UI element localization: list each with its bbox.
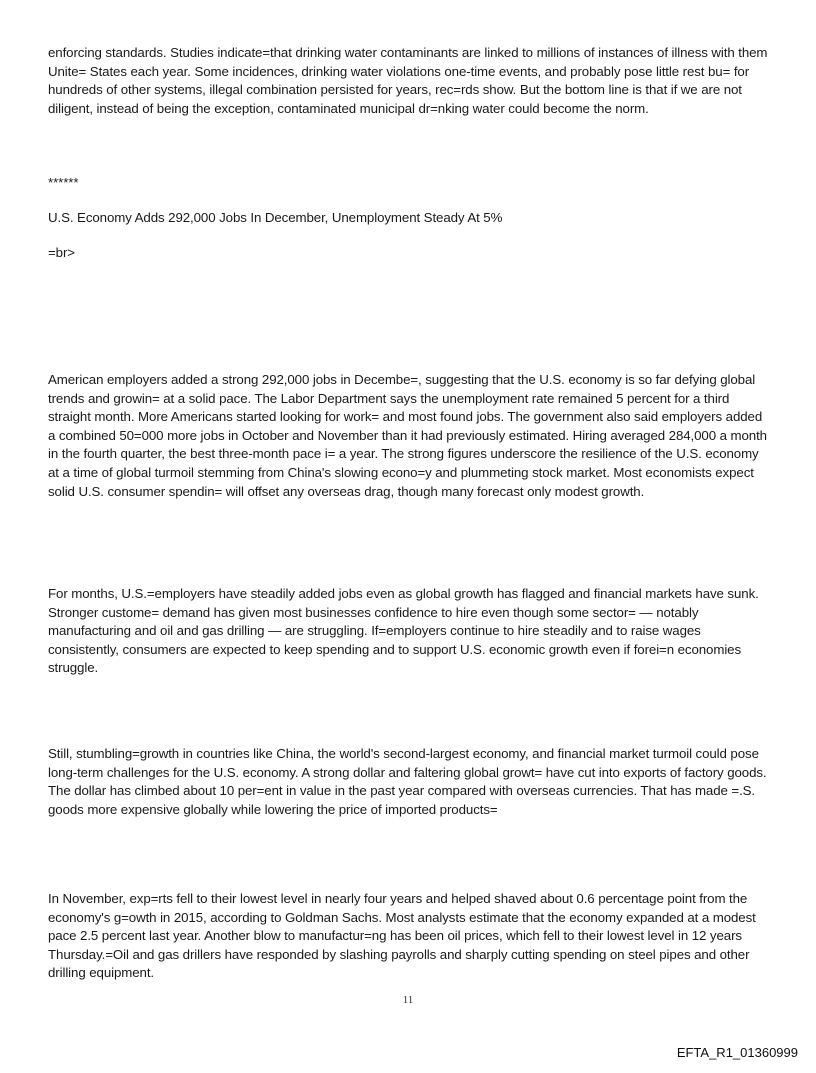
article-headline: U.S. Economy Adds 292,000 Jobs In December, Unemployment Steady At 5% — [48, 210, 503, 225]
document-id-stamp: EFTA_R1_01360999 — [676, 1045, 798, 1060]
section-separator: ****** — [48, 175, 79, 190]
paragraph-exports-oil: In November, exp=rts fell to their lowest level in nearly four years and helped shaved about 0.6 percentage point from the economy's g=owth in 2015, according to Goldman Sachs. Most analysts estimate that the economy expanded at a modest pace 2.5 percent last year. Another blow to manufactur=ng has been oil prices, which fell to their lowest level in 12 years Thursday.=Oil and gas drillers have responded by slashing payrolls and sharply cutting spending on steel pipes and other drilling equipment. — [48, 891, 756, 981]
page-number: 11 — [402, 994, 414, 1006]
paragraph-employers-hiring: For months, U.S.=employers have steadily added jobs even as global growth has flagged and financial markets have sunk. Stronger custome= demand has given most businesses confidence to hire even though some sector= — notably manufacturing and oil and gas drilling — are struggling. If=employers continue to hire steadily and to raise wages consistently, consumers are expected to keep spending and to support U.S. economic growth even if forei=n economies struggle. — [48, 586, 759, 676]
paragraph-water-contaminants: enforcing standards. Studies indicate=that drinking water contaminants are linked to millions of instances of illness with them Unite= States each year. Some incidences, drinking water violations one-time events, and probably pose little rest bu= for hundreds of other systems, illegal combination persisted for years, rec=rds show. But the bottom line is that if we are not diligent, instead of being the exception, contaminated municipal dr=nking water could become the norm. — [48, 45, 768, 116]
paragraph-jobs-report: American employers added a strong 292,000 jobs in Decembe=, suggesting that the U.S. economy is so far defying global trends and growin= at a solid pace. The Labor Department says the unemployment rate remained 5 percent for a third straight month. More Americans started looking for work= and most found jobs. The government also said employers added a combined 50=000 more jobs in October and November than it had previously estimated. Hiring averaged 284,000 a month in the fourth quarter, the best three-month pace i= a year. The strong figures underscore the resilience of the U.S. economy at a time of global turmoil stemming from China's slowing econo=y and plummeting stock market. Most economists expect solid U.S. consumer spendin= will offset any overseas drag, though many forecast only modest growth. — [48, 372, 767, 499]
stray-markup-text: =br> — [48, 245, 75, 260]
paragraph-global-challenges: Still, stumbling=growth in countries like China, the world's second-largest economy, and financial market turmoil could pose long-term challenges for the U.S. economy. A strong dollar and faltering global growt= have cut into exports of factory goods. The dollar has climbed about 10 per=ent in value in the past year compared with overseas currencies. That has made =.S. goods more expensive globally while lowering the price of imported products= — [48, 746, 767, 817]
